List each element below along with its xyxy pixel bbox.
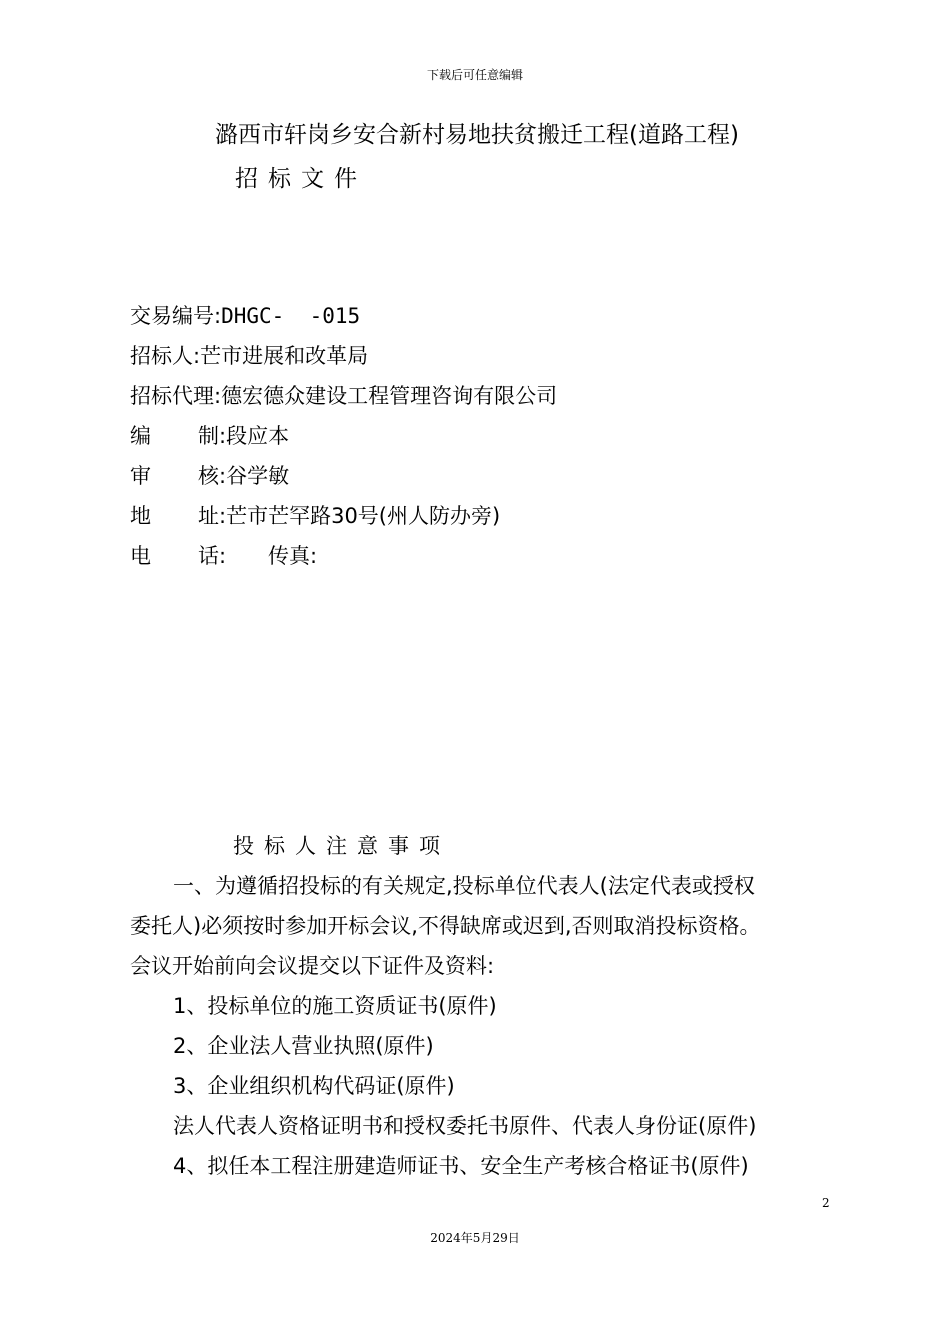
list-item-1: 1、投标单位的施工资质证书(原件) [173, 994, 497, 1018]
reviewer-label-a: 审 [130, 464, 151, 488]
list-item-4: 4、拟任本工程注册建造师证书、安全生产考核合格证书(原件) [173, 1154, 749, 1178]
compiler-label-b: 制: [198, 424, 227, 448]
tenderer-label: 招标人: [130, 344, 201, 368]
tenderer-value: 芒市进展和改革局 [200, 344, 369, 368]
agent-value: 德宏德众建设工程管理咨询有限公司 [221, 384, 558, 408]
header-note: 下载后可任意编辑 [426, 68, 523, 82]
phone-label-a: 电 [130, 544, 151, 568]
address-line [130, 500, 500, 530]
address-value: 芒市芒罕路30号(州人防办旁) [226, 504, 501, 528]
document-title: 潞西市轩岗乡安合新村易地扶贫搬迁工程(道路工程) [215, 122, 739, 148]
trade-number-line [130, 300, 360, 330]
agent-line [130, 380, 557, 410]
list-item-3: 3、企业组织机构代码证(原件) [173, 1074, 455, 1098]
trade-number-label: 交易编号: [130, 304, 222, 328]
notice-title: 投标人注意事项 [233, 834, 450, 858]
phone-label-b: 话: [198, 544, 227, 568]
trade-number-value: DHGC- -015 [221, 304, 361, 328]
reviewer-value: 谷学敏 [226, 464, 290, 488]
compiler-value: 段应本 [226, 424, 290, 448]
document-subtitle: 招标文件 [235, 166, 367, 192]
paragraph-1-line-2: 委托人)必须按时参加开标会议,不得缺席或迟到,否则取消投标资格。 [130, 914, 761, 938]
fax-label: 传真: [268, 544, 318, 568]
compiler-label-a: 编 [130, 424, 151, 448]
list-item-3b: 法人代表人资格证明书和授权委托书原件、代表人身份证(原件) [173, 1114, 757, 1138]
phone-line [130, 540, 317, 570]
paragraph-1-line-1: 一、为遵循招投标的有关规定,投标单位代表人(法定代表或授权 [173, 874, 755, 898]
agent-label: 招标代理: [130, 384, 222, 408]
reviewer-label-b: 核: [198, 464, 227, 488]
address-label-a: 地 [130, 504, 151, 528]
list-item-2: 2、企业法人营业执照(原件) [173, 1034, 434, 1058]
reviewer-line [130, 460, 289, 490]
address-label-b: 址: [198, 504, 227, 528]
tenderer-line [130, 340, 368, 370]
paragraph-1-line-3: 会议开始前向会议提交以下证件及资料: [130, 954, 495, 978]
compiler-line [130, 420, 289, 450]
page-number: 2 [822, 1196, 830, 1210]
footer-date: 2024年5月29日 [430, 1231, 520, 1245]
